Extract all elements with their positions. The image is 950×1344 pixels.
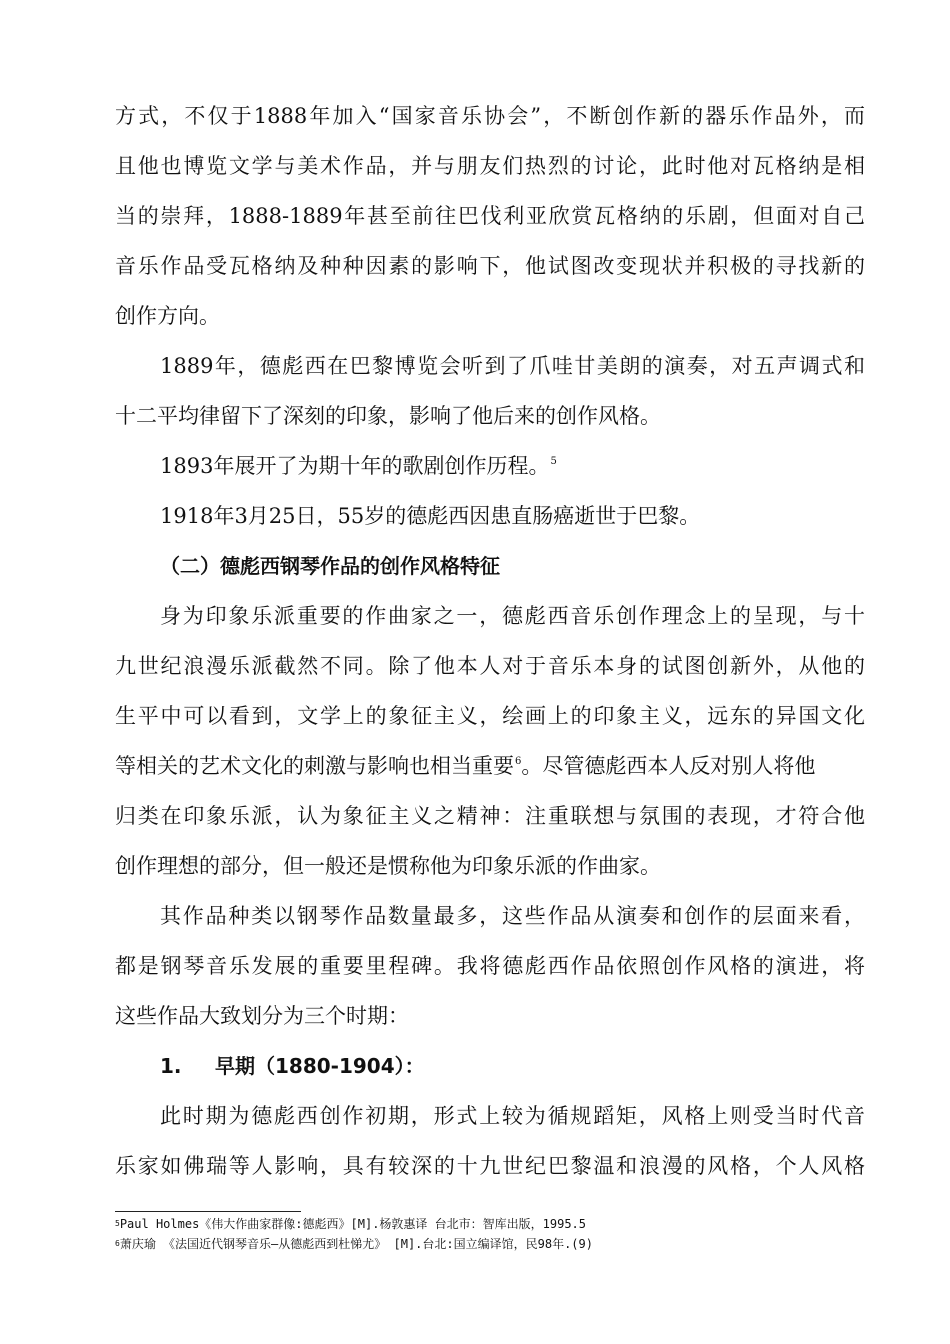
body-text-line	[160, 451, 865, 481]
body-text-line: 这些作品大致划分为三个时期：	[115, 1004, 409, 1028]
body-text: 1893年展开了为期十年的歌剧创作历程。	[160, 454, 550, 478]
heading-number: 1.	[160, 1054, 182, 1078]
footnote-number: 6	[115, 1239, 120, 1248]
footnote	[115, 1236, 593, 1252]
body-text-line: 方式，不仅于1888年加入“国家音乐协会”，不断创作新的器乐作品外，而	[115, 104, 865, 128]
body-text-line	[115, 751, 865, 781]
body-text-line: 此时期为德彪西创作初期，形式上较为循规蹈矩，风格上则受当时代音	[160, 1104, 865, 1128]
footnote-ref: 6	[515, 756, 522, 767]
body-text-line: 且他也博览文学与美术作品，并与朋友们热烈的讨论，此时他对瓦格纳是相	[115, 154, 865, 178]
body-text-line: 其作品种类以钢琴作品数量最多，这些作品从演奏和创作的层面来看，	[160, 904, 865, 928]
body-text-line: 乐家如佛瑞等人影响，具有较深的十九世纪巴黎温和浪漫的风格，个人风格	[115, 1154, 865, 1178]
body-text: 等相关的艺术文化的刺激与影响也相当重要	[115, 754, 514, 778]
body-text-line: 创作理想的部分，但一般还是惯称他为印象乐派的作曲家。	[115, 854, 661, 878]
body-text-line: 九世纪浪漫乐派截然不同。除了他本人对于音乐本身的试图创新外，从他的	[115, 654, 865, 678]
footnote-ref: 5	[550, 456, 557, 467]
heading-text: 早期（1880-1904）：	[215, 1054, 425, 1078]
body-text-line: 1889年，德彪西在巴黎博览会听到了爪哇甘美朗的演奏，对五声调式和	[160, 354, 865, 378]
body-text-line: 生平中可以看到，文学上的象征主义，绘画上的印象主义，远东的异国文化	[115, 704, 865, 728]
body-text-line: 1918年3月25日，55岁的德彪西因患直肠癌逝世于巴黎。	[160, 504, 701, 528]
footnote-text: 萧庆瑜 《法国近代钢琴音乐—从德彪西到杜悌尤》 [M].台北:国立编译馆，民98年.(9)	[119, 1237, 593, 1251]
body-text-line: 创作方向。	[115, 304, 220, 328]
footnote	[115, 1216, 586, 1232]
subsection-heading	[160, 1051, 425, 1081]
footnote-number: 5	[115, 1219, 120, 1228]
body-text-line: 归类在印象乐派，认为象征主义之精神：注重联想与氛围的表现，才符合他	[115, 804, 865, 828]
footnote-text: Paul Holmes《伟大作曲家群像:德彪西》[M].杨敦惠译 台北市：智库出版，1995.5	[119, 1217, 586, 1231]
section-heading: （二）德彪西钢琴作品的创作风格特征	[160, 554, 500, 578]
body-text: 。尽管德彪西本人反对别人将他	[521, 754, 816, 778]
body-text-line: 身为印象乐派重要的作曲家之一，德彪西音乐创作理念上的呈现，与十	[160, 604, 865, 628]
body-text-line: 当的崇拜，1888-1889年甚至前往巴伐利亚欣赏瓦格纳的乐剧，但面对自己	[115, 204, 865, 228]
body-text-line: 十二平均律留下了深刻的印象，影响了他后来的创作风格。	[115, 404, 661, 428]
body-text-line: 都是钢琴音乐发展的重要里程碑。我将德彪西作品依照创作风格的演进，将	[115, 954, 865, 978]
footnote-divider	[115, 1211, 301, 1212]
body-text-line: 音乐作品受瓦格纳及种种因素的影响下，他试图改变现状并积极的寻找新的	[115, 254, 865, 278]
